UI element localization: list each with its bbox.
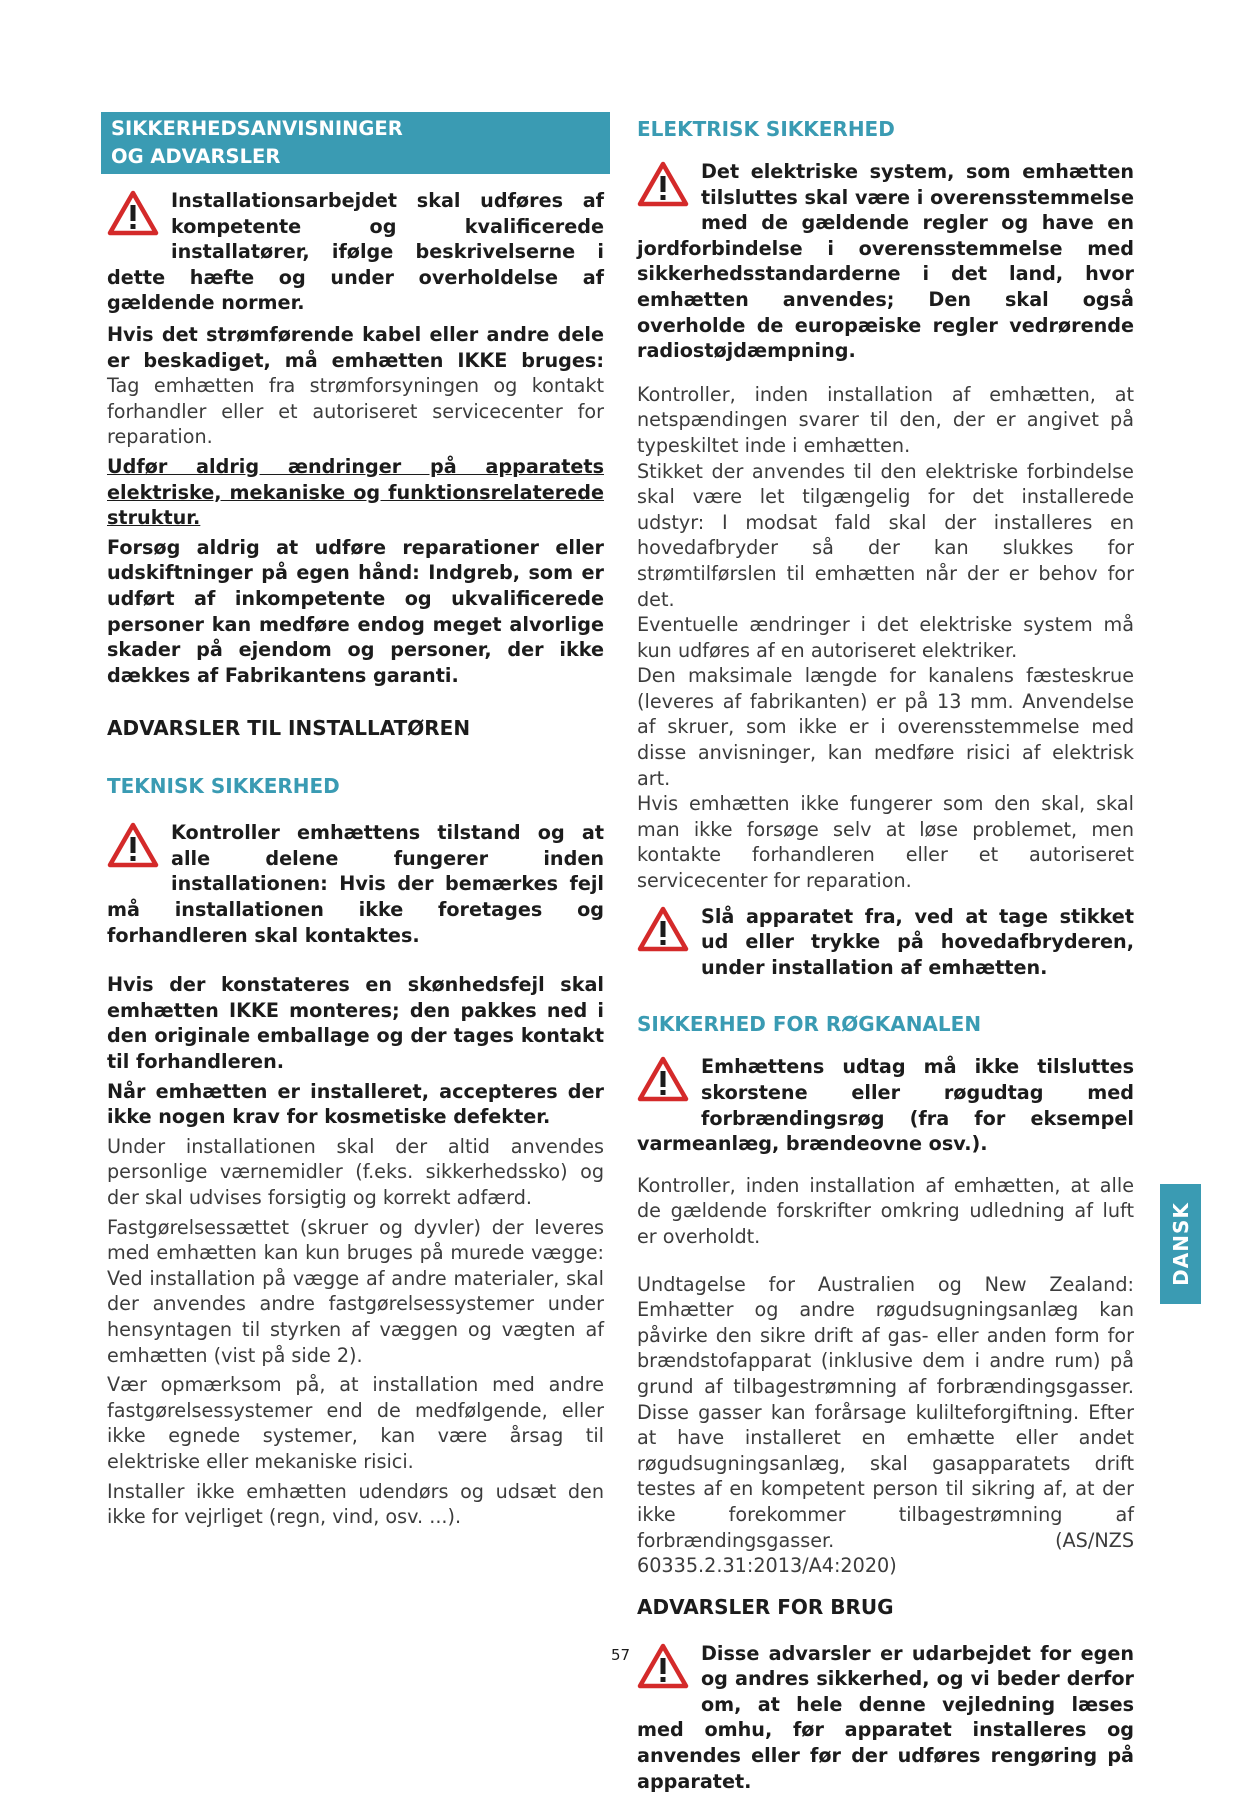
paragraph-cosmetic-fault: Hvis der konstateres en skønhedsfejl skal emhætten IKKE monteres; den pakkes ned i den originale emballage og der tages kontakt til forhandleren. bbox=[107, 973, 604, 1074]
paragraph-plug-access: Stikket der anvendes til den elektriske forbindelse skal være let tilgængelig for det installerede udstyr: I modsat fald skal der installeres en hovedafbryder så der kan slukkes for strømtilførslen til emhætten når der er behov for det. bbox=[637, 459, 1134, 611]
paragraph-australia-nz: Undtagelse for Australien og New Zealand: Emhætter og andre røgudsugningsanlæg kan påvirke den sikre drift af gas- eller anden form for brændstofapparat (inklusive dem i andre rum) på grund af tilbagestrømning af forbrændingsgasser. Disse gasser kan forårsage kulilteforgiftning. Efter at have installeret en emhætte eller andet røgudsugningsanlæg, skal gasapparatets drift testes af en kompetent person til sikring af, at der ikke forekommer tilbagestrømning af forbrændingsgasser. (AS/NZS 60335.2.31:2013/A4:2020) bbox=[637, 1272, 1134, 1578]
warning-block-technical bbox=[107, 820, 604, 948]
warning-text-technical: Kontroller emhættens tilstand og at alle delene fungerer inden installationen: Hvis der bemærkes fejl må installationen ikke foretages og forhandleren skal kontaktes. bbox=[107, 821, 604, 947]
warning-block-smoke bbox=[637, 1054, 1134, 1156]
warning-icon bbox=[637, 161, 695, 211]
paragraph-air-discharge: Kontroller, inden installation af emhætten, at alle de gældende forskrifter omkring udledning af luft er overholdt. bbox=[637, 1173, 1134, 1248]
paragraph-other-fixings: Vær opmærksom på, at installation med andre fastgørelsessystemer end de medfølgende, eller ikke egnede systemer, kan være årsag til elektriske eller mekaniske risici. bbox=[107, 1373, 604, 1473]
warning-text-disconnect: Slå apparatet fra, ved at tage stikket ud eller trykke på hovedafbryderen, under installation af emhætten. bbox=[701, 904, 1134, 979]
warning-icon bbox=[637, 906, 695, 956]
warning-block-electrical bbox=[637, 159, 1134, 364]
language-label: DANSK bbox=[1168, 1202, 1193, 1286]
paragraph-protective-equipment: Under installationen skal der altid anvendes personlige værnemidler (f.eks. sikkerhedssko) og der skal udvises forsigtig og korrekt adfærd. bbox=[107, 1134, 604, 1209]
warning-block-disconnect bbox=[637, 904, 1134, 981]
paragraph-mains-voltage: Kontroller, inden installation af emhætten, at netspændingen svarer til den, der er angivet på typeskiltet inde i emhætten. bbox=[637, 382, 1134, 457]
warning-block-installation bbox=[107, 188, 604, 316]
heading-technical-safety: TEKNISK SIKKERHED bbox=[107, 774, 340, 799]
warning-icon bbox=[107, 822, 165, 872]
heading-installer-warnings: ADVARSLER TIL INSTALLATØREN bbox=[107, 716, 471, 741]
warning-text-usage: Disse advarsler er udarbejdet for egen og andres sikkerhed, og vi beder derfor om, at hele denne vejledning læses med omhu, før apparatet installeres og anvendes eller før der udføres rengøring på apparatet. bbox=[637, 1641, 1134, 1793]
paragraph-outdoor: Installer ikke emhætten udendørs og udsæt den ikke for vejrliget (regn, vind, osv. ...). bbox=[107, 1479, 604, 1529]
paragraph-authorized-electrician: Eventuelle ændringer i det elektriske system må kun udføres af en autoriseret elektriker. bbox=[637, 613, 1134, 662]
page-number: 57 bbox=[610, 1646, 631, 1664]
paragraph-no-modifications: Udfør aldrig ændringer på apparatets elektriske, mekaniske og funktionsrelaterede struktur. bbox=[107, 454, 604, 530]
heading-usage-warnings: ADVARSLER FOR BRUG bbox=[637, 1594, 894, 1619]
paragraph-screw-length: Den maksimale længde for kanalens fæsteskrue (leveres af fabrikanten) er på 13 mm. Anvendelse af skruer, som ikke er i overensstemmelse med disse anvisninger, kan medføre risici af elektrisk art. bbox=[637, 664, 1134, 790]
paragraph-malfunction: Hvis emhætten ikke fungerer som den skal, skal man ikke forsøge selv at løse problemet, men kontakte forhandleren eller et autoriseret servicecenter for reparation. bbox=[637, 792, 1134, 893]
warning-text-installation: Installationsarbejdet skal udføres af kompetente og kvalificerede installatører, ifølge beskrivelserne i dette hæfte og under overholdelse af gældende normer. bbox=[107, 189, 604, 315]
paragraph-no-claims: Når emhætten er installeret, accepteres der ikke nogen krav for kosmetiske defekter. bbox=[107, 1079, 604, 1129]
damaged-cable-light: Tag emhætten fra strømforsyningen og kontakt forhandler eller et autoriseret servicecenter for reparation. bbox=[107, 374, 604, 449]
banner-title-line1: SIKKERHEDSANVISNINGER bbox=[111, 117, 403, 140]
language-side-tab bbox=[1160, 1184, 1201, 1304]
damaged-cable-bold: Hvis det strømførende kabel eller andre dele er beskadiget, må emhætten IKKE bruges: bbox=[107, 322, 604, 372]
paragraph-damaged-cable bbox=[107, 322, 604, 450]
warning-text-electrical: Det elektriske system, som emhætten tilsluttes skal være i overensstemmelse med de gældende regler og have en jordforbindelse i overensstemmelse med sikkerhedsstandarderne i det land, hvor emhætten anvendes; Den skal også overholde de europæiske regler vedrørende radiostøjdæmpning. bbox=[637, 160, 1134, 363]
paragraph-no-repairs: Forsøg aldrig at udføre reparationer eller udskiftninger på egen hånd: Indgreb, som er udført af inkompetente og ukvalificerede personer kan medføre endog meget alvorlige skader på ejendom og personer, der ikke dækkes af Fabrikantens garanti. bbox=[107, 535, 604, 687]
warning-text-smoke: Emhættens udtag må ikke tilsluttes skorstene eller røgudtag med forbrændingsrøg (fra for eksempel varmeanlæg, brændeovne osv.). bbox=[637, 1055, 1134, 1156]
right-column bbox=[637, 112, 1134, 1798]
banner-title-line2: OG ADVARSLER bbox=[111, 145, 281, 168]
warning-icon bbox=[107, 190, 165, 240]
heading-smoke-duct-safety: SIKKERHED FOR RØGKANALEN bbox=[637, 1012, 982, 1037]
left-column bbox=[107, 112, 604, 1534]
warning-icon bbox=[637, 1056, 695, 1106]
heading-electrical-safety: ELEKTRISK SIKKERHED bbox=[637, 117, 895, 141]
section-banner bbox=[101, 112, 610, 174]
paragraph-fixing-kit: Fastgørelsessættet (skruer og dyvler) der leveres med emhætten kan kun bruges på murede vægge: Ved installation på vægge af andre materialer, skal der anvendes andre fastgørelsessystemer under hensyntagen til styrken af væggen og vægten af emhætten (vist på side 2). bbox=[107, 1215, 604, 1367]
